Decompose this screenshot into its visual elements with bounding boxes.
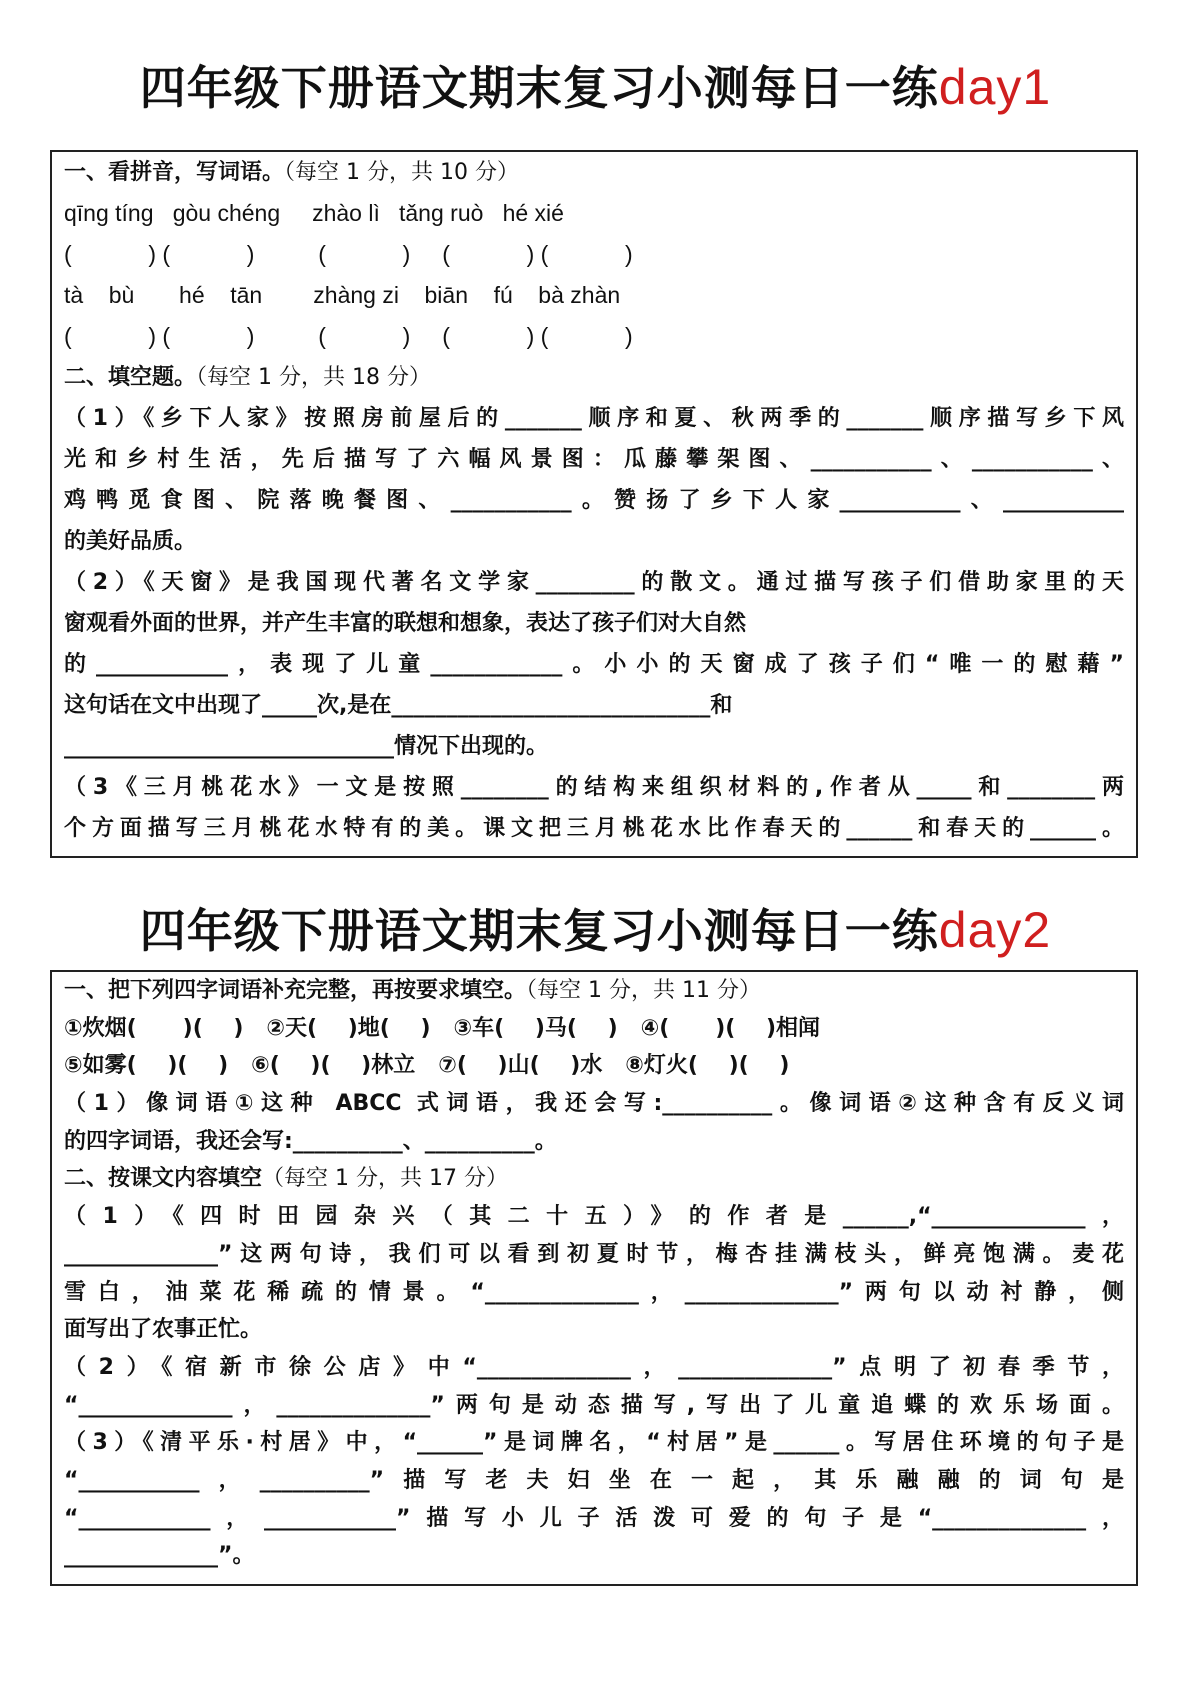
section-score: （每空 1 分，共 17 分）: [262, 1166, 508, 1192]
question-line: （2）《天窗》是我国现代著名文学家_________的散文。通过描写孩子们借助家里的天: [64, 570, 1124, 595]
question-line: 窗观看外面的世界，并产生丰富的联想和想象，表达了孩子们对大自然: [64, 611, 747, 636]
pinyin-row: qīng tíng gòu chéng zhào lì tǎng ruò hé xié: [64, 200, 564, 226]
title-text: 四年级下册语文期末复习小测每日一练: [139, 904, 939, 958]
title-text: 四年级下册语文期末复习小测每日一练: [139, 61, 939, 115]
question-line: 雪白，油菜花稀疏的情景。“______________，______________”两句以动衬静，侧: [64, 1279, 1124, 1305]
section-title: 二、按课文内容填空: [64, 1166, 263, 1192]
question-line: （3《三月桃花水》一文是按照________的结构来组织材料的,作者从_____和________两: [64, 775, 1124, 800]
section-heading: [64, 357, 1124, 398]
title-day-label: day2: [938, 902, 1052, 958]
question-line: ______________”。: [64, 1543, 255, 1569]
section-score: （每空 1 分，共 11 分）: [526, 978, 761, 1003]
idiom-row: ①炊烟( )( ) ②天( )地( ) ③车( )马( ) ④( )( )相闻: [64, 1015, 821, 1041]
question-line: （1）像词语①这种 ABCC 式词语，我还会写:__________。像词语②这种含有反义词: [64, 1091, 1124, 1117]
question-line: 的四字词语，我还会写:__________、__________。: [64, 1128, 557, 1154]
question-line: 个方面描写三月桃花水特有的美。课文把三月桃花水比作春天的______和春天的______。: [64, 816, 1124, 841]
question-line: 的美好品质。: [64, 529, 197, 554]
question-line: “___________，__________”描写老夫妇坐在一起，其乐融融的词句是: [64, 1467, 1124, 1493]
section-score: （每空 1 分，共 10 分）: [284, 160, 519, 185]
section-title: 一、把下列四字词语补充完整，再按要求填空。: [64, 978, 527, 1003]
exercise-box-day2: [50, 970, 1138, 1586]
section-heading: [64, 972, 1124, 1010]
question-line: ______________________________情况下出现的。: [64, 734, 549, 759]
question-line: ______________”这两句诗，我们可以看到初夏时节，梅杏挂满枝头，鲜亮饱满。麦花: [64, 1241, 1124, 1267]
section-title: 二、填空题。: [64, 365, 197, 390]
question-line: （3）《清平乐·村居》中，“______”是词牌名，“村居”是______。写居住环境的句子是: [64, 1430, 1124, 1456]
question-line: “____________，____________”描写小儿子活泼可爱的句子是“______________，: [64, 1505, 1124, 1531]
question-line: 的____________，表现了儿童____________。小小的天窗成了孩子们“唯一的慰藉”: [64, 652, 1124, 677]
idiom-row: ⑤如雾( )( ) ⑥( )( )林立 ⑦( )山( )水 ⑧灯火( )( ): [64, 1053, 790, 1079]
answer-brackets-row[interactable]: ( ) ( ) ( ) ( ) ( ): [64, 323, 633, 349]
section-heading: [64, 1160, 1124, 1198]
question-line: 鸡鸭觅食图、院落晚餐图、___________。赞扬了乡下人家___________、___________: [64, 488, 1124, 513]
exercise-box-day1: [50, 150, 1138, 858]
question-line: （2）《宿新市徐公店》中“______________，______________”点明了初春季节，: [64, 1354, 1124, 1380]
section-title: 一、看拼音，写词语。: [64, 160, 285, 185]
question-line: 这句话在文中出现了_____次,是在_____________________________和: [64, 693, 733, 718]
question-line: “______________，______________”两句是动态描写,写出了儿童追蝶的欢乐场面。: [64, 1392, 1124, 1418]
section-score: （每空 1 分，共 18 分）: [196, 365, 431, 390]
question-line: 面写出了农事正忙。: [64, 1317, 263, 1343]
pinyin-row: tà bù hé tān zhàng zi biān fú bà zhàn: [64, 282, 621, 308]
worksheet-title-day1: [0, 52, 1191, 118]
question-line: （1）《四时田园杂兴（其二十五）》的作者是______,“______________，: [64, 1204, 1124, 1230]
question-line: （1）《乡下人家》按照房前屋后的_______顺序和夏、秋两季的_______顺序描写乡下风: [64, 406, 1124, 431]
question-line: 光和乡村生活，先后描写了六幅风景图：瓜藤攀架图、___________、___________、: [64, 447, 1124, 472]
section-heading: [64, 152, 1124, 193]
worksheet-title-day2: [0, 895, 1191, 961]
title-day-label: day1: [938, 59, 1052, 115]
answer-brackets-row[interactable]: ( ) ( ) ( ) ( ) ( ): [64, 241, 633, 267]
